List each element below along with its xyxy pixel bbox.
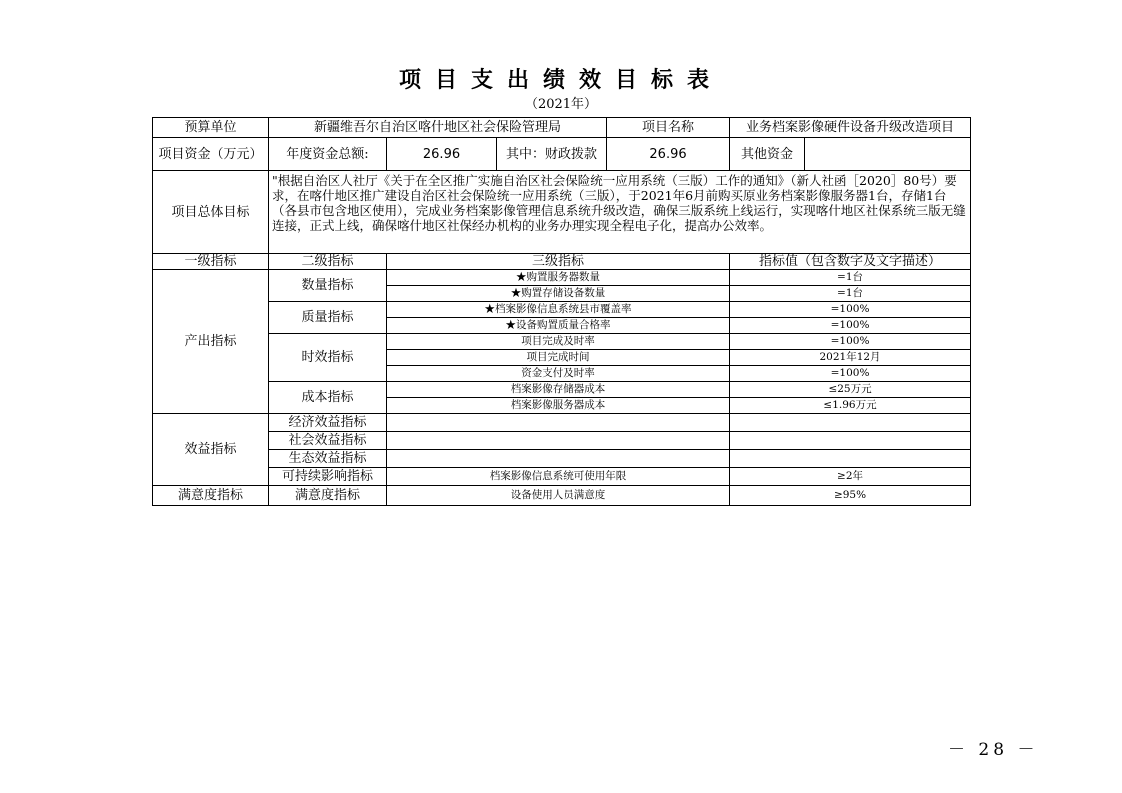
value-header: 指标值（包含数字及文字描述） <box>730 254 971 270</box>
indicator-name: 项目完成及时率 <box>387 334 730 350</box>
indicator-name <box>387 450 730 468</box>
timeliness-subgroup-label: 时效指标 <box>269 334 387 382</box>
overall-goal-text: "根据自治区人社厅《关于在全区推广实施自治区社会保险统一应用系统（三版）工作的通知》（新人社函［2020］80号）要求，在喀什地区推广建设自治区社会保险统一应用系统（三版），于2021年6月前购买原业务档案影像服务器1台，存储1台（各县市包含地区使用），完成业务档案影像管理信息系统升级改造，确保三版系统上线运行，实现喀什地区社保系统三版无缝连接，正式上线，确保喀什地区社保经办机构的业务办理实现全程电子化，提高办公效率。 <box>269 171 971 254</box>
year-subtitle: （2021年） <box>524 97 598 112</box>
output-group-label: 产出指标 <box>153 270 269 414</box>
indicator-row <box>153 382 971 398</box>
level1-header: 一级指标 <box>153 254 269 270</box>
performance-table <box>152 117 971 506</box>
funds-row <box>153 138 971 171</box>
quality-subgroup-label: 质量指标 <box>269 302 387 334</box>
indicator-name: ★档案影像信息系统县市覆盖率 <box>387 302 730 318</box>
budget-unit-label: 预算单位 <box>153 118 269 138</box>
indicator-value: =1台 <box>730 286 971 302</box>
header-row <box>153 118 971 138</box>
other-funds-label: 其他资金 <box>730 138 805 171</box>
indicator-name: 设备使用人员满意度 <box>387 486 730 506</box>
project-name-label: 项目名称 <box>607 118 730 138</box>
indicator-row <box>153 486 971 506</box>
indicator-value: =100% <box>730 366 971 382</box>
indicator-name: ★购置存储设备数量 <box>387 286 730 302</box>
indicator-name <box>387 432 730 450</box>
indicator-name: 档案影像存储器成本 <box>387 382 730 398</box>
indicator-value: ≥2年 <box>730 468 971 486</box>
indicator-name: 资金支付及时率 <box>387 366 730 382</box>
indicator-row <box>153 334 971 350</box>
satisfaction-group-label: 满意度指标 <box>153 486 269 506</box>
indicator-row <box>153 302 971 318</box>
fiscal-label: 其中：财政拨款 <box>497 138 607 171</box>
annual-total-label: 年度资金总额: <box>269 138 387 171</box>
indicator-value: ≥95% <box>730 486 971 506</box>
indicator-row <box>153 270 971 286</box>
indicator-value: =100% <box>730 318 971 334</box>
column-header-row <box>153 254 971 270</box>
funds-label: 项目资金（万元） <box>153 138 269 171</box>
economic-subgroup-label: 经济效益指标 <box>269 414 387 432</box>
fiscal-value: 26.96 <box>607 138 730 171</box>
indicator-value <box>730 414 971 432</box>
project-name-value: 业务档案影像硬件设备升级改造项目 <box>730 118 971 138</box>
indicator-name: ★购置服务器数量 <box>387 270 730 286</box>
indicator-name: 档案影像服务器成本 <box>387 398 730 414</box>
overall-goal-row <box>153 171 971 254</box>
indicator-value: =100% <box>730 334 971 350</box>
indicator-value: ≤25万元 <box>730 382 971 398</box>
indicator-row <box>153 450 971 468</box>
indicator-value: 2021年12月 <box>730 350 971 366</box>
indicator-value <box>730 432 971 450</box>
indicator-row <box>153 468 971 486</box>
indicator-value: ≤1.96万元 <box>730 398 971 414</box>
overall-goal-label: 项目总体目标 <box>153 171 269 254</box>
level2-header: 二级指标 <box>269 254 387 270</box>
indicator-value: =1台 <box>730 270 971 286</box>
indicator-value <box>730 450 971 468</box>
benefit-group-label: 效益指标 <box>153 414 269 486</box>
quantity-subgroup-label: 数量指标 <box>269 270 387 302</box>
other-funds-value <box>805 138 971 171</box>
indicator-row <box>153 414 971 432</box>
indicator-name: ★设备购置质量合格率 <box>387 318 730 334</box>
cost-subgroup-label: 成本指标 <box>269 382 387 414</box>
indicator-value: =100% <box>730 302 971 318</box>
annual-total-value: 26.96 <box>387 138 497 171</box>
budget-unit-value: 新疆维吾尔自治区喀什地区社会保险管理局 <box>269 118 607 138</box>
satisfaction-subgroup-label: 满意度指标 <box>269 486 387 506</box>
indicator-name: 档案影像信息系统可使用年限 <box>387 468 730 486</box>
social-subgroup-label: 社会效益指标 <box>269 432 387 450</box>
page-title: 项目支出绩效目标表 <box>398 68 723 93</box>
indicator-row <box>153 432 971 450</box>
indicator-name <box>387 414 730 432</box>
sustainable-subgroup-label: 可持续影响指标 <box>269 468 387 486</box>
level3-header: 三级指标 <box>387 254 730 270</box>
page-number: － 28 － <box>948 740 1039 760</box>
ecological-subgroup-label: 生态效益指标 <box>269 450 387 468</box>
indicator-name: 项目完成时间 <box>387 350 730 366</box>
